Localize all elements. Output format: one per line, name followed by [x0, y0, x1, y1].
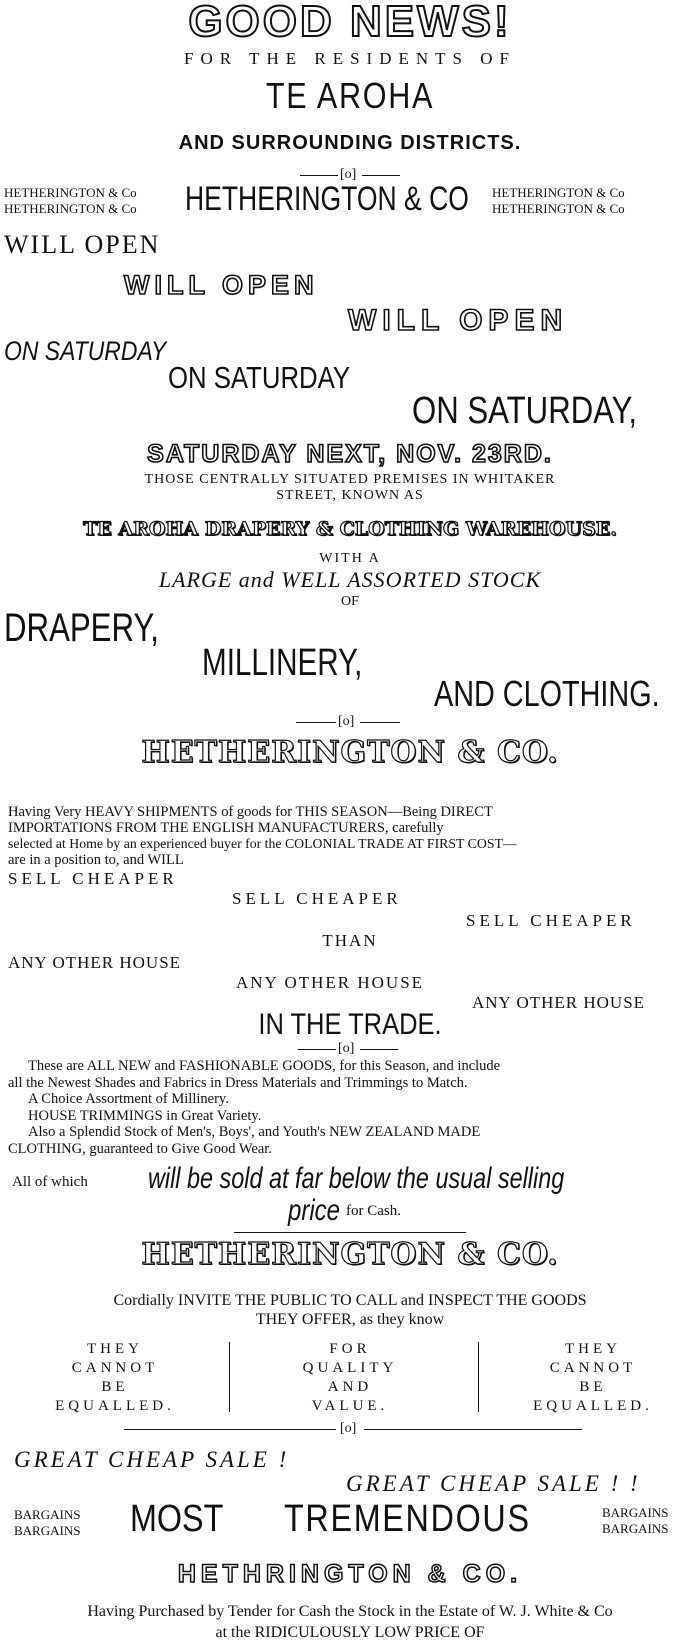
column-line: QUALITY — [302, 1360, 398, 1376]
headline: GOOD NEWS! — [188, 0, 512, 46]
separator-mark: [o] — [338, 1041, 355, 1056]
on-saturday-3: ON SATURDAY, — [412, 390, 638, 432]
any-other-house-1: ANY OTHER HOUSE — [8, 953, 182, 972]
will-open-2: WILL OPEN — [124, 270, 319, 300]
tender-line: Having Purchased by Tender for Cash the Stock in the Estate of W. J. White & Co — [87, 1603, 613, 1620]
premises-line-2: STREET, KNOWN AS — [276, 488, 424, 503]
sell-cheaper-1: SELL CHEAPER — [8, 869, 178, 888]
for-cash: for Cash. — [346, 1203, 401, 1219]
column-line: AND — [327, 1379, 373, 1395]
column-line: EQUALLED. — [533, 1398, 653, 1414]
paragraph-line: selected at Home by an experienced buyer for the COLONIAL TRADE AT FIRST COST— — [8, 836, 517, 851]
small-firm-name: HETHERINGTON & Co — [4, 201, 137, 216]
ridiculous-price-line: at the RIDICULOUSLY LOW PRICE OF — [215, 1624, 485, 1641]
separator-line-left — [296, 722, 336, 723]
column-line: THEY — [565, 1341, 621, 1357]
firm-name-large: HETHERINGTON & CO — [185, 180, 469, 218]
firm-ornate: HETHERINGTON & CO. — [141, 1237, 559, 1272]
paragraph-line: These are ALL NEW and FASHIONABLE GOODS, for this Season, and include — [28, 1058, 501, 1074]
paragraph-line: IMPORTATIONS FROM THE ENGLISH MANUFACTURERS, carefully — [8, 820, 444, 836]
will-open-1: WILL OPEN — [4, 230, 161, 259]
bargains-label: BARGAINS — [602, 1521, 669, 1536]
separator-line-left — [300, 175, 338, 176]
price-word: price — [288, 1194, 341, 1227]
invite-line-1: Cordially INVITE THE PUBLIC TO CALL and INSPECT THE GOODS — [113, 1292, 587, 1309]
tremendous: TREMENDOUS — [284, 1498, 531, 1540]
separator-mark: [o] — [340, 167, 357, 182]
clothing: AND CLOTHING. — [434, 673, 660, 714]
bargains-label: BARGAINS — [602, 1505, 669, 1520]
small-firm-name: HETHERINGTON & Co — [492, 185, 625, 200]
all-of-which: All of which — [12, 1174, 88, 1190]
small-firm-name: HETHERINGTON & Co — [492, 201, 625, 216]
column-line: BE — [101, 1379, 129, 1395]
for-residents: FOR THE RESIDENTS OF — [184, 49, 516, 68]
bargains-label: BARGAINS — [14, 1507, 81, 1522]
column-line: THEY — [87, 1341, 143, 1357]
surrounding-districts: AND SURROUNDING DISTRICTS. — [178, 132, 522, 154]
any-other-house-2: ANY OTHER HOUSE — [236, 973, 425, 992]
of-word: OF — [341, 594, 359, 609]
separator-line-right — [360, 1049, 398, 1050]
on-saturday-2: ON SATURDAY — [168, 360, 351, 395]
separator-mark: [o] — [338, 714, 355, 729]
any-other-house-3: ANY OTHER HOUSE — [472, 993, 646, 1012]
great-cheap-sale-1: GREAT CHEAP SALE ! — [14, 1447, 290, 1472]
paragraph-line: Also a Splendid Stock of Men's, Boys', and Youth's NEW ZEALAND MADE — [28, 1124, 481, 1140]
than: THAN — [322, 931, 378, 950]
paragraph-line: CLOTHING, guaranteed to Give Good Wear. — [8, 1140, 272, 1157]
bargains-label: BARGAINS — [14, 1523, 81, 1538]
in-the-trade: IN THE TRADE. — [258, 1008, 442, 1041]
separator-line-right — [364, 1429, 582, 1430]
saturday-next-date: SATURDAY NEXT, NOV. 23RD. — [147, 440, 553, 468]
column-line: EQUALLED. — [55, 1398, 175, 1414]
paragraph-line: A Choice Assortment of Millinery. — [28, 1091, 229, 1107]
sell-cheaper-3: SELL CHEAPER — [466, 911, 636, 930]
divider-rule — [234, 1232, 466, 1233]
separator-mark: [o] — [340, 1421, 357, 1436]
will-be-sold: will be sold at far below the usual selling — [148, 1162, 565, 1195]
small-firm-name: HETHERINGTON & Co — [4, 185, 137, 200]
column-line: CANNOT — [71, 1360, 159, 1376]
firm-ornate: HETHERINGTON & CO. — [141, 735, 559, 770]
column-line: VALUE. — [311, 1398, 389, 1414]
sell-cheaper-2: SELL CHEAPER — [232, 889, 402, 908]
warehouse-name: TE AROHA DRAPERY & CLOTHING WAREHOUSE. — [83, 518, 617, 540]
paragraph-line: all the Newest Shades and Fabrics in Dress Materials and Trimmings to Match. — [8, 1074, 468, 1091]
stock-line: LARGE and WELL ASSORTED STOCK — [158, 567, 542, 592]
drapery: DRAPERY, — [4, 606, 159, 650]
firm-outline: HETHRINGTON & CO. — [177, 1560, 523, 1588]
town-name: TE AROHA — [265, 75, 435, 116]
column-divider — [478, 1342, 479, 1412]
separator-line-left — [298, 1049, 336, 1050]
column-middle — [240, 1340, 460, 1416]
paragraph-line: are in a position to, and WILL — [8, 852, 184, 868]
premises-line-1: THOSE CENTRALLY SITUATED PREMISES IN WHITAKER — [144, 472, 556, 487]
on-saturday-1: ON SATURDAY — [4, 336, 167, 366]
column-line: CANNOT — [549, 1360, 637, 1376]
separator-line-right — [360, 722, 400, 723]
invite-line-2: THEY OFFER, as they know — [255, 1311, 445, 1328]
column-line: BE — [579, 1379, 607, 1395]
column-right — [488, 1340, 698, 1416]
paragraph-line: HOUSE TRIMMINGS in Great Variety. — [28, 1107, 262, 1124]
shipments-paragraph — [8, 804, 692, 868]
paragraph-line: Having Very HEAVY SHIPMENTS of goods for THIS SEASON—Being DIRECT — [8, 804, 493, 820]
column-left — [10, 1340, 220, 1416]
millinery: MILLINERY, — [202, 642, 363, 684]
separator-line-left — [124, 1429, 336, 1430]
column-line: FOR — [329, 1341, 371, 1357]
column-divider — [229, 1342, 230, 1412]
great-cheap-sale-2: GREAT CHEAP SALE ! ! — [346, 1471, 641, 1496]
will-open-3: WILL OPEN — [348, 304, 569, 337]
most: MOST — [130, 1498, 224, 1540]
separator-line-right — [362, 175, 400, 176]
goods-paragraph — [8, 1058, 692, 1157]
with-a: WITH A — [319, 551, 381, 566]
